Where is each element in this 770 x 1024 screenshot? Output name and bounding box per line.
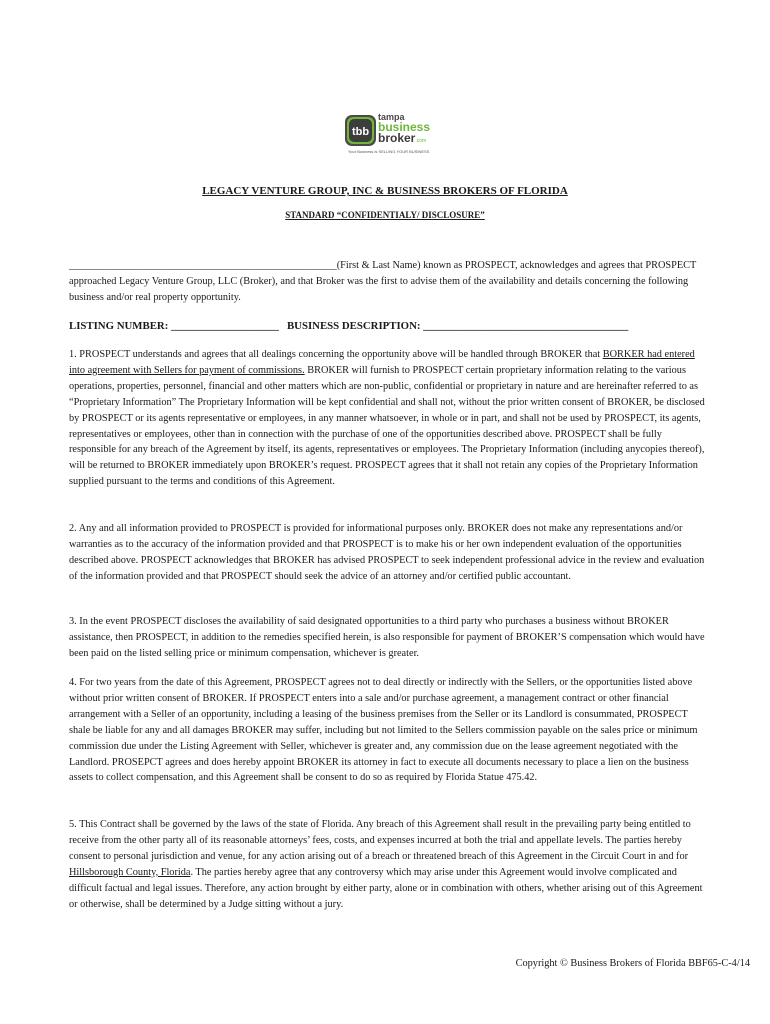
intro-paragraph: ____________________________________________________(First & Last Name) known as PROSPECT, acknowledges and agrees that PROSPECT approached Legacy Venture Group, LLC (Broker), and that Broker was the first to advise them of the availability and details concerning the following business and/or real property opportunity. — [69, 260, 697, 303]
logo-word-broker: broker.com — [378, 131, 427, 145]
listing-line — [69, 319, 709, 334]
paragraph-5: 5. This Contract shall be governed by the laws of the state of Florida. Any breach of this Agreement shall result in the prevailing party being entitled to receive from the other party all of its reasonable attorneys’ fees, costs, and expenses incurred at both the trial and appellate levels. The parties hereby consent to personal jurisdiction and venue, for any action arising out of a breach or threatened breach of this Agreement in the Circuit Court in and for Hillsborough County, Florida. The parties hereby agree that any controversy which may arise under this Agreement would involve complicated and difficult factual and legal issues. Therefore, any action brought by either party, alone or in combination with others, whether arising out of this Agreement or otherwise, shall be determined by a Judge sitting without a jury. — [69, 819, 703, 910]
paragraph-4: 4. For two years from the date of this Agreement, PROSPECT agrees not to deal directly or indirectly with the Sellers, or the opportunities listed above without prior written consent of BROKER. If PROSPECT enters into a sale and/or purchase agreement, a management contract or other financial arrangement with a Seller of an opportunity, including a leasing of the business premises from the Seller or its Landlord is consummated, PROSPECT shale be liable for any and all damages BROKER may suffer, including but not limited to the Sellers commission payable on the sales price or minimum commission due under the Listing Agreement with Seller, whichever is greater and, any commission due on the lease agreement negotiated with the Landlord. PROSEPCT agrees and does hereby appoint BROKER its attorney in fact to execute all documents necessary to place a lien on the business assets to collect compensation, and this Agreement shall be consent to do so as required by Florida Statue 475.42. — [69, 677, 698, 784]
document-subtitle: STANDARD “CONFIDENTIALY/ DISCLOSURE” — [285, 210, 485, 220]
name-blank: ____________________________________________________ — [69, 260, 337, 271]
company-logo — [345, 113, 435, 157]
paragraph-2: 2. Any and all information provided to PROSPECT is provided for informational purposes only. BROKER does not make any representations and/or warranties as to the accuracy of the information provided and that PROSPECT is to make his or her own independent evaluation of the opportunities described above. PROSPECT acknowledges that BROKER has advised PROSPECT to seek independent professional advice in the review and evaluation of the information provided and that PROSPECT should seek the advice of an attorney and/or certified public accountant. — [69, 523, 705, 582]
logo-tagline: Your Business is SELLING YOUR BUSINESS — [348, 149, 430, 154]
paragraph-3: 3. In the event PROSPECT discloses the availability of said designated opportunities to a third party who purchases a business without BROKER assistance, then PROSPECT, in addition to the remedies specified herein, is also responsible for payment of BROKER’S compensation which would have been paid on the listed selling price or minimum compensation, whichever is greater. — [69, 616, 705, 659]
svg-text:tbb: tbb — [351, 126, 370, 138]
logo-word-business: business — [378, 120, 431, 134]
paragraph-1: 1. PROSPECT understands and agrees that all dealings concerning the opportunity above will be handled through BROKER that BORKER had entered into agreement with Sellers for payment of commissions. BROKER will furnish to PROSPECT certain proprietary information relating to the various operations, properties, personnel, financial and other matters which are non-public, confidential or proprietary in nature and are hereinafter referred to as “Proprietary Information” The Proprietary Information will be kept confidential and shall not, without the prior written consent of BROKER, be disclosed by PROSPECT or its agents representative or employees, in any manner whatsoever, in whole or in part, and shall not be used by PROSPECT, its agents, representatives or employees, other than in connection with the purchase of one of the opportunities described above. PROSPECT shall be fully responsible for any breach of the Agreement by itself, its agents, representatives or employees. The Proprietary Information (including anycopies thereof), will be returned to BROKER immediately upon BROKER’s request. PROSPECT agrees that it shall not retain any copies of the Proprietary Information supplied pursuant to the terms and conditions of this Agreement. — [69, 349, 705, 488]
logo-word-tampa: tampa — [378, 112, 405, 122]
document-title: LEGACY VENTURE GROUP, INC & BUSINESS BROKERS OF FLORIDA — [202, 185, 568, 197]
listing-number-label: LISTING NUMBER: ____________________ — [69, 320, 279, 332]
tbb-logo-icon — [345, 115, 376, 146]
business-description-label: BUSINESS DESCRIPTION: ______________________________________ — [286, 320, 629, 332]
copyright-footer: Copyright © Business Brokers of Florida BBF65-C-4/14 — [515, 958, 750, 969]
